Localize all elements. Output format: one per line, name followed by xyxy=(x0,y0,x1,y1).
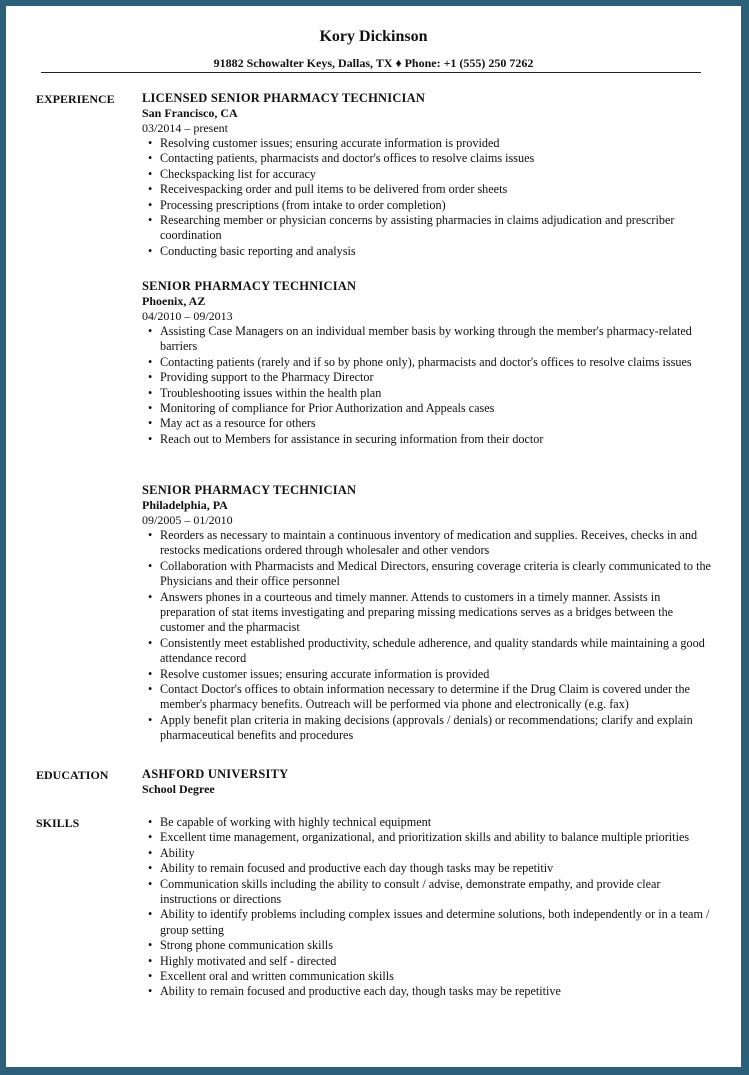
bullet-item: • Resolving customer issues; ensuring accurate information is provided xyxy=(142,136,712,151)
job-title: LICENSED SENIOR PHARMACY TECHNICIAN xyxy=(142,91,426,105)
skill-item: • Strong phone communication skills xyxy=(142,938,712,953)
job-location: San Francisco, CA xyxy=(142,106,238,120)
skill-item: • Ability to remain focused and productive each day, though tasks may be repetitive xyxy=(142,984,712,999)
job-dates: 03/2014 – present xyxy=(142,121,228,135)
skill-item: • Communication skills including the ability to consult / advise, demonstrate empathy, and provide clear instructions or directions xyxy=(142,877,712,908)
bullet-item: • Checkspacking list for accuracy xyxy=(142,167,712,182)
bullet-item: • Consistently meet established productivity, schedule adherence, and quality standards while maintaining a good attendance record xyxy=(142,636,712,667)
job-title: SENIOR PHARMACY TECHNICIAN xyxy=(142,483,357,497)
job-entry xyxy=(142,91,712,259)
bullet-item: • Resolve customer issues; ensuring accurate information is provided xyxy=(142,667,712,682)
job-dates: 04/2010 – 09/2013 xyxy=(142,309,233,323)
skills-list xyxy=(142,815,712,1000)
job-bullets xyxy=(142,324,712,447)
resume-page xyxy=(6,6,741,1067)
education-entry xyxy=(142,767,712,797)
candidate-name: Kory Dickinson xyxy=(319,28,428,45)
bullet-item: • Contacting patients, pharmacists and doctor's offices to resolve claims issues xyxy=(142,151,712,166)
job-bullets xyxy=(142,528,712,744)
school-name: ASHFORD UNIVERSITY xyxy=(142,767,289,781)
section-label-skills: SKILLS xyxy=(36,816,80,830)
bullet-item: • Reorders as necessary to maintain a continuous inventory of medication and supplies. Receives, checks in and restocks medications ordered through wholesaler and other vendors xyxy=(142,528,712,559)
bullet-item: • Processing prescriptions (from intake to order completion) xyxy=(142,198,712,213)
job-bullets xyxy=(142,136,712,259)
skill-item: • Highly motivated and self - directed xyxy=(142,954,712,969)
bullet-item: • Providing support to the Pharmacy Director xyxy=(142,370,712,385)
bullet-item: • May act as a resource for others xyxy=(142,416,712,431)
skills-block xyxy=(142,815,712,1000)
bullet-item: • Collaboration with Pharmacists and Medical Directors, ensuring coverage criteria is clearly communicated to the Physicians and their office personnel xyxy=(142,559,712,590)
bullet-item: • Answers phones in a courteous and timely manner. Attends to customers in a timely manner. Assists in preparation of stat items investigating and preparing missing medications serves as a bridges between the customer and the pharmacist xyxy=(142,590,712,636)
skill-item: • Ability to remain focused and productive each day though tasks may be repetitiv xyxy=(142,861,712,876)
job-location: Philadelphia, PA xyxy=(142,498,228,512)
contact-line: 91882 Schowalter Keys, Dallas, TX ♦ Phone: +1 (555) 250 7262 xyxy=(213,56,534,70)
bullet-item: • Apply benefit plan criteria in making decisions (approvals / denials) or recommendations; clarify and explain pharmaceutical benefits and procedures xyxy=(142,713,712,744)
bullet-item: • Assisting Case Managers on an individual member basis by working through the member's pharmacy-related barriers xyxy=(142,324,712,355)
skill-item: • Ability to identify problems including complex issues and determine solutions, both independently or in a team / group setting xyxy=(142,907,712,938)
header-divider xyxy=(41,72,701,73)
bullet-item: • Researching member or physician concerns by assisting pharmacies in claims adjudication and prescriber coordination xyxy=(142,213,712,244)
skill-item: • Excellent time management, organizational, and prioritization skills and ability to balance multiple priorities xyxy=(142,830,712,845)
job-entry xyxy=(142,483,712,744)
section-label-education: EDUCATION xyxy=(36,768,109,782)
job-dates: 09/2005 – 01/2010 xyxy=(142,513,233,527)
skill-item: • Excellent oral and written communication skills xyxy=(142,969,712,984)
job-title: SENIOR PHARMACY TECHNICIAN xyxy=(142,279,357,293)
bullet-item: • Contacting patients (rarely and if so by phone only), pharmacists and doctor's offices to resolve claims issues xyxy=(142,355,712,370)
bullet-item: • Troubleshooting issues within the health plan xyxy=(142,386,712,401)
skill-item: • Ability xyxy=(142,846,712,861)
bullet-item: • Reach out to Members for assistance in securing information from their doctor xyxy=(142,432,712,447)
job-entry xyxy=(142,279,712,447)
bullet-item: • Contact Doctor's offices to obtain information necessary to determine if the Drug Claim is covered under the member's pharmacy benefits. Outreach will be performed via phone and electronically (e.g. fax) xyxy=(142,682,712,713)
job-location: Phoenix, AZ xyxy=(142,294,206,308)
degree: School Degree xyxy=(142,782,215,796)
skill-item: • Be capable of working with highly technical equipment xyxy=(142,815,712,830)
section-label-experience: EXPERIENCE xyxy=(36,92,115,106)
bullet-item: • Receivespacking order and pull items to be delivered from order sheets xyxy=(142,182,712,197)
bullet-item: • Conducting basic reporting and analysis xyxy=(142,244,712,259)
bullet-item: • Monitoring of compliance for Prior Authorization and Appeals cases xyxy=(142,401,712,416)
